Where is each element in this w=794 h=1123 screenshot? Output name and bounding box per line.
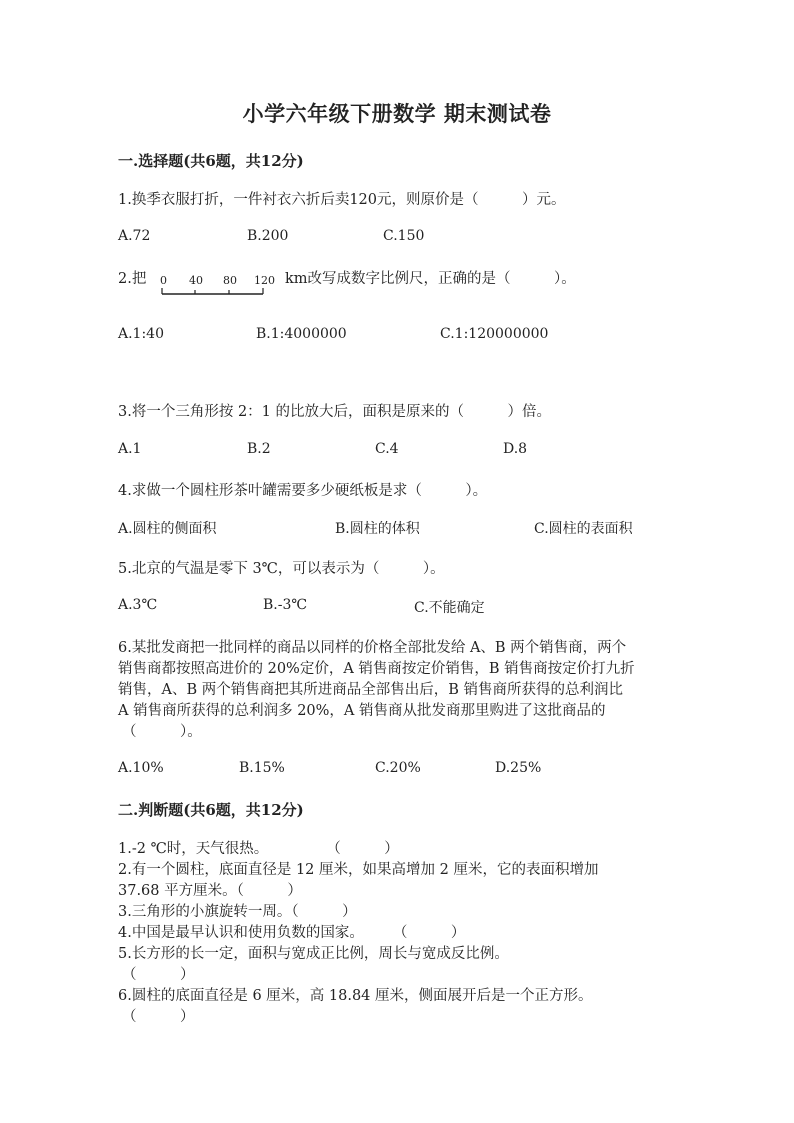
q6-option-c: C.20% [375,760,421,776]
q5-option-c: C.不能确定 [414,600,485,616]
q2-option-b: B.1:4000000 [256,326,347,342]
q3-option-b: B.2 [247,441,271,457]
question-6-line-2: 销售商都按照高进价的 20%定价，A 销售商按定价销售，B 销售商按定价打九折 [118,661,635,677]
judgement-line-2: 2.有一个圆柱，底面直径是 12 厘米，如果高增加 2 厘米，它的表面积增加 [118,862,599,878]
q3-option-d: D.8 [503,441,528,457]
q4-option-a: A.圆柱的侧面积 [118,521,217,537]
question-6-line-5: （ ）。 [122,724,202,740]
scale-label-0: 0 [160,274,167,287]
judgement-line-3: 37.68 平方厘米。（ ） [118,883,302,899]
judgement-line-9: （ ） [122,1009,195,1025]
question-2-suffix: km改写成数字比例尺，正确的是（ ）。 [285,271,576,287]
q6-option-a: A.10% [118,760,164,776]
q2-option-c: C.1:120000000 [440,326,549,342]
question-6-line-3: 销售，A、B 两个销售商把其所进商品全部售出后，B 销售商所获得的总利润比 [118,682,623,698]
question-6-line-1: 6.某批发商把一批同样的商品以同样的价格全部批发给 A、B 两个销售商，两个 [118,640,627,656]
q1-option-b: B.200 [247,228,289,244]
q1-option-c: C.150 [383,228,425,244]
q5-option-a: A.3℃ [118,597,158,613]
judgement-line-5: 4.中国是最早认识和使用负数的国家。 （ ） [118,925,466,941]
judgement-line-7: （ ） [122,967,195,983]
section-heading-choice: 一.选择题(共6题，共12分) [118,152,304,170]
judgement-line-1: 1.-2 ℃时，天气很热。 （ ） [118,841,399,857]
q6-option-b: B.15% [239,760,285,776]
scale-label-120: 120 [254,274,275,287]
page-title: 小学六年级下册数学 期末测试卷 [242,101,552,126]
q3-option-a: A.1 [118,441,142,457]
q4-option-b: B.圆柱的体积 [335,521,420,537]
q3-option-c: C.4 [375,441,399,457]
question-2-prefix: 2.把 [118,271,147,287]
section-heading-judgement: 二.判断题(共6题，共12分) [118,801,304,819]
judgement-line-8: 6.圆柱的底面直径是 6 厘米，高 18.84 厘米，侧面展开后是一个正方形。 [118,988,593,1004]
q5-option-b: B.-3℃ [263,597,308,613]
question-4: 4.求做一个圆柱形茶叶罐需要多少硬纸板是求（ ）。 [118,483,488,499]
judgement-line-6: 5.长方形的长一定，面积与宽成正比例，周长与宽成反比例。 [118,946,509,962]
q4-option-c: C.圆柱的表面积 [534,521,633,537]
question-5: 5.北京的气温是零下 3℃，可以表示为（ ）。 [118,561,445,577]
scale-label-40: 40 [189,274,203,287]
q1-option-a: A.72 [118,228,151,244]
question-1: 1.换季衣服打折，一件衬衣六折后卖120元，则原价是（ ）元。 [118,192,566,208]
question-6-line-4: A 销售商所获得的总利润多 20%，A 销售商从批发商那里购进了这批商品的 [118,703,606,719]
q2-option-a: A.1:40 [118,326,164,342]
q6-option-d: D.25% [495,760,542,776]
question-3: 3.将一个三角形按 2：1 的比放大后，面积是原来的（ ）倍。 [118,404,552,420]
scale-label-80: 80 [223,274,237,287]
judgement-line-4: 3.三角形的小旗旋转一周。（ ） [118,904,357,920]
